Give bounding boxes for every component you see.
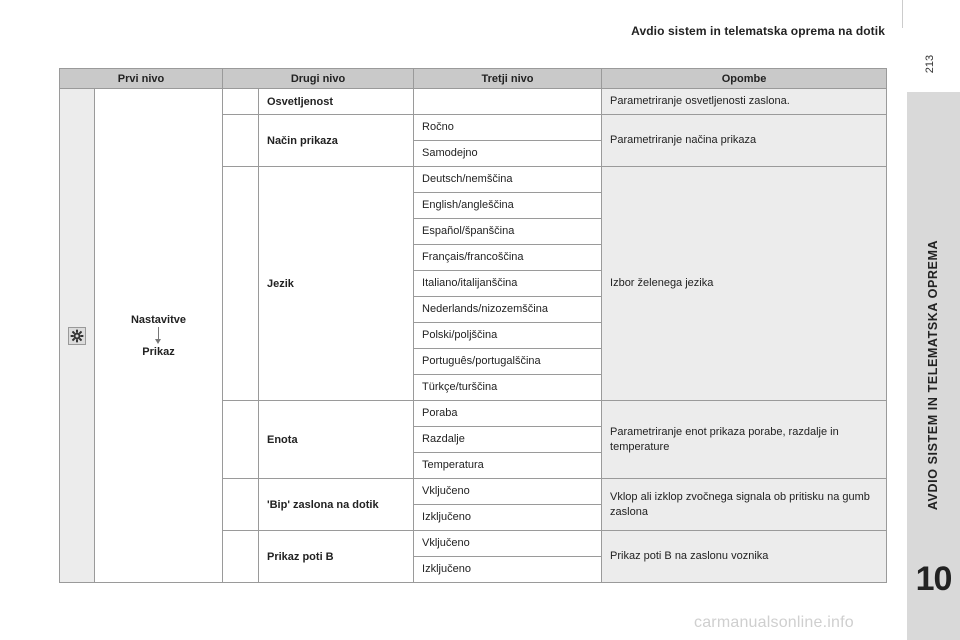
level1-icon-cell (60, 89, 95, 583)
level3-option: Türkçe/turščina (414, 375, 602, 401)
chapter-title: AVDIO SISTEM IN TELEMATSKA OPREMA (926, 239, 940, 511)
column-header-level2: Drugi nivo (223, 69, 414, 89)
level2-spacer (223, 531, 259, 583)
level3-option: English/angleščina (414, 193, 602, 219)
level1-path-cell (95, 89, 223, 583)
level2-spacer (223, 115, 259, 167)
level3-option: Izključeno (414, 557, 602, 583)
level3-option: Deutsch/nemščina (414, 167, 602, 193)
level2-language: Jezik (259, 167, 414, 401)
note-language: Izbor želenega jezika (602, 167, 887, 401)
level2-display-mode: Način prikaza (259, 115, 414, 167)
level3-option: Razdalje (414, 427, 602, 453)
arrow-down-icon (153, 326, 165, 346)
header-divider (902, 0, 903, 28)
note-display-mode: Parametriranje načina prikaza (602, 115, 887, 167)
level3-option: Izključeno (414, 505, 602, 531)
level3-option: Samodejno (414, 141, 602, 167)
level3-option: Italiano/italijanščina (414, 271, 602, 297)
level2-spacer (223, 167, 259, 401)
level3-option: Português/portugalščina (414, 349, 602, 375)
chapter-number: 10 (915, 560, 952, 598)
level2-beep: 'Bip' zaslona na dotik (259, 479, 414, 531)
level1-path-bottom: Prikaz (142, 345, 175, 358)
column-header-level1: Prvi nivo (60, 69, 223, 89)
level2-brightness: Osvetljenost (259, 89, 414, 115)
level2-spacer (223, 89, 259, 115)
column-header-level3: Tretji nivo (414, 69, 602, 89)
level3-option: Español/španščina (414, 219, 602, 245)
level2-spacer (223, 479, 259, 531)
level3-option: Poraba (414, 401, 602, 427)
page-header-title: Avdio sistem in telematska oprema na dotik (631, 24, 885, 38)
table-header-row (60, 69, 887, 89)
level3-option: Français/francoščina (414, 245, 602, 271)
column-header-notes: Opombe (602, 69, 887, 89)
table-row (60, 89, 887, 115)
level3-option: Nederlands/nizozemščina (414, 297, 602, 323)
level2-units: Enota (259, 401, 414, 479)
note-beep: Vklop ali izklop zvočnega signala ob pritisku na gumb zaslona (602, 479, 887, 531)
level3-empty (414, 89, 602, 115)
note-route-b: Prikaz poti B na zaslonu voznika (602, 531, 887, 583)
gear-icon (68, 327, 86, 345)
note-brightness: Parametriranje osvetljenosti zaslona. (602, 89, 887, 115)
level2-spacer (223, 401, 259, 479)
level3-option: Vključeno (414, 479, 602, 505)
level2-route-b: Prikaz poti B (259, 531, 414, 583)
level3-option: Vključeno (414, 531, 602, 557)
level3-option: Temperatura (414, 453, 602, 479)
level3-option: Polski/poljščina (414, 323, 602, 349)
watermark: carmanualsonline.info (694, 614, 854, 631)
page-number: 213 (924, 54, 936, 74)
level1-path-top: Nastavitve (130, 313, 187, 326)
level3-option: Ročno (414, 115, 602, 141)
note-units: Parametriranje enot prikaza porabe, razdalje in temperature (602, 401, 887, 479)
menu-structure-table (59, 68, 887, 583)
